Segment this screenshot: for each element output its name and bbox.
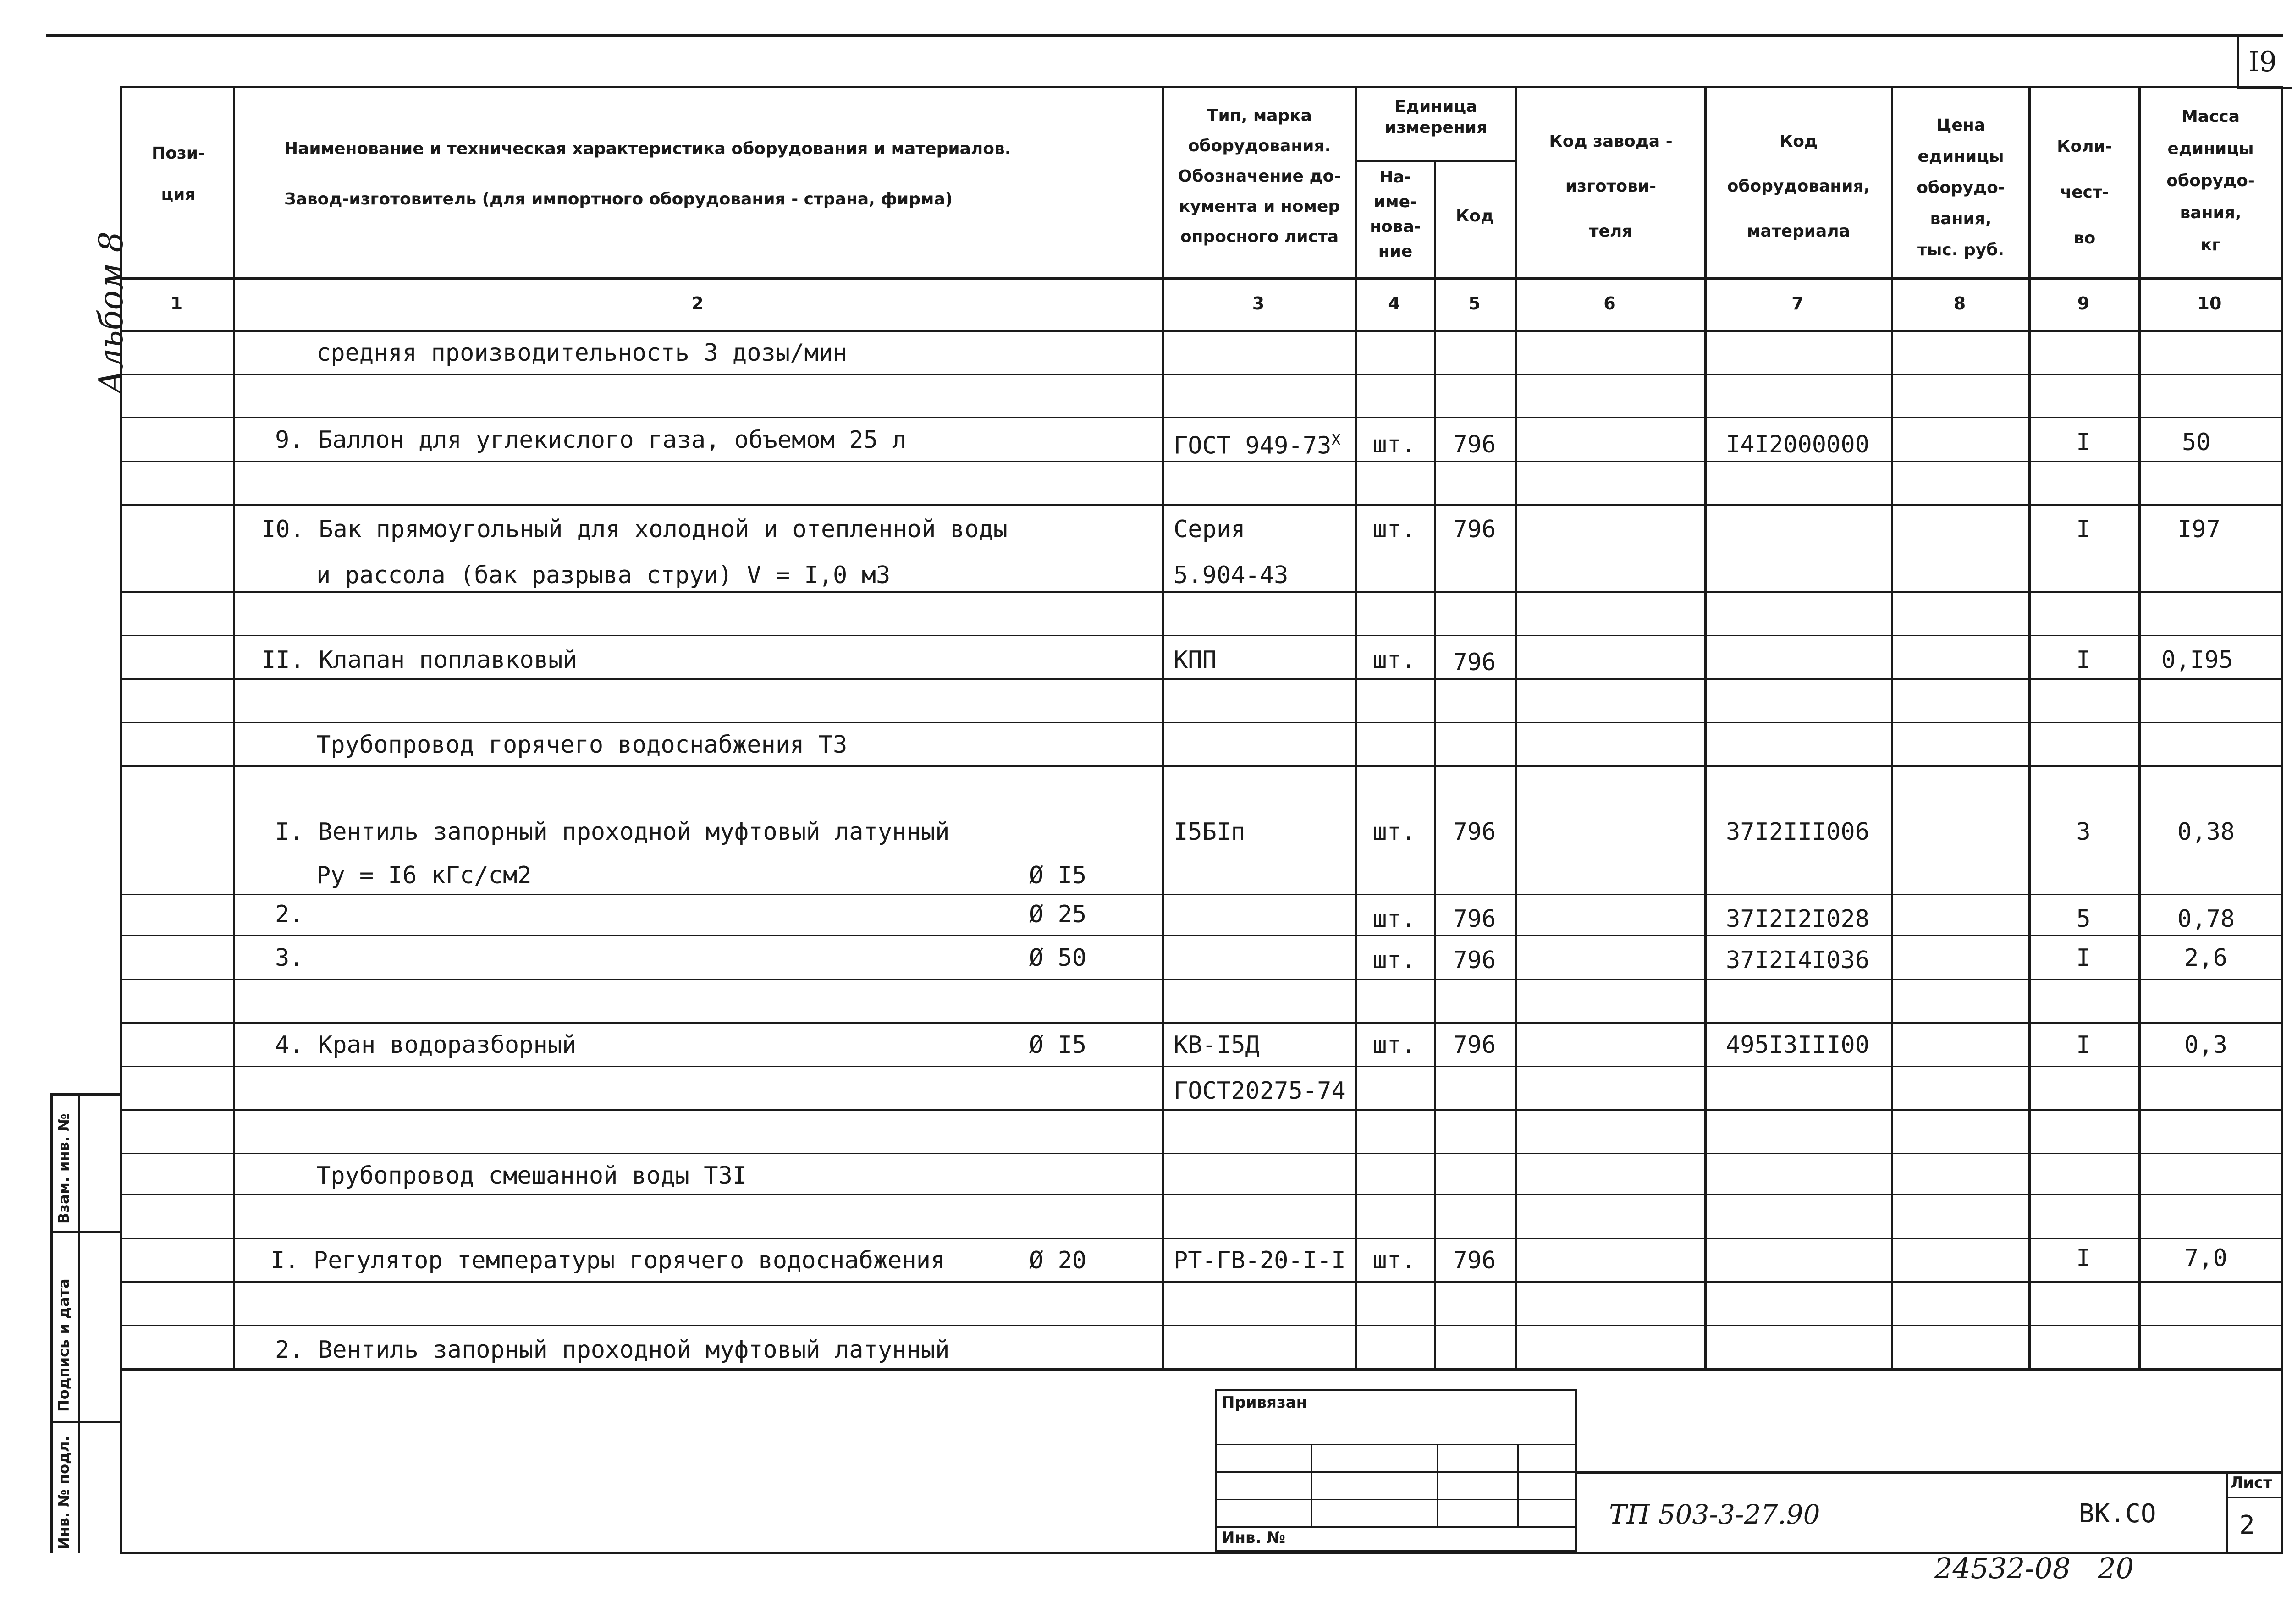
row-type: КПП bbox=[1174, 646, 1217, 674]
list-number: 2 bbox=[2239, 1510, 2255, 1540]
row-type: I5БIп bbox=[1174, 818, 1245, 846]
row-qty: 5 bbox=[2076, 905, 2091, 933]
row-line bbox=[120, 765, 2283, 767]
colnum-4: 4 bbox=[1388, 293, 1400, 314]
project-code: ТП 503-3-27.90 bbox=[1609, 1499, 1820, 1530]
side-stamp-vzam: Взам. инв. № bbox=[55, 1113, 72, 1224]
header-unit-group: Единица измерения bbox=[1384, 97, 1488, 137]
row-qty: I bbox=[2076, 516, 2091, 543]
row-text: и рассола (бак разрыва струи) V = I,0 м3 bbox=[316, 562, 891, 589]
header-mass: Масса единицы оборудо- вания, кг bbox=[2166, 107, 2255, 254]
row-code: 796 bbox=[1453, 818, 1496, 846]
row-diameter: Ø I5 bbox=[1029, 862, 1087, 889]
colnum-9: 9 bbox=[2077, 293, 2090, 314]
row-eqcode: 37I2III006 bbox=[1725, 818, 1870, 846]
row-eqcode: 37I2I4I036 bbox=[1725, 947, 1870, 974]
row-code: 796 bbox=[1453, 431, 1496, 458]
row-unit: шт. bbox=[1372, 818, 1416, 846]
col-sep-1 bbox=[233, 86, 235, 1370]
stamp-top bbox=[1577, 1471, 2283, 1474]
row-text: I. Вентиль запорный проходной муфтовый латунный bbox=[275, 818, 950, 846]
top-border bbox=[46, 34, 2283, 37]
row-type: Серия bbox=[1174, 516, 1245, 543]
row-mass: 50 bbox=[2182, 429, 2211, 456]
row-section: Трубопровод смешанной воды ТЗI bbox=[316, 1162, 747, 1189]
row-text: I0. Бак прямоугольный для холодной и отепленной воды bbox=[261, 516, 1008, 543]
side-stamp-mid bbox=[78, 1093, 80, 1553]
header-unit-code: Код bbox=[1455, 207, 1494, 226]
row-unit: шт. bbox=[1372, 1031, 1416, 1059]
row-code: 796 bbox=[1453, 1031, 1496, 1059]
row-line bbox=[120, 1022, 2283, 1024]
list-box-sep bbox=[2226, 1497, 2283, 1498]
header-price: Цена единицы оборудо- вания, тыс. руб. bbox=[1917, 116, 2005, 259]
row-diameter: Ø 25 bbox=[1029, 901, 1087, 928]
row-mass: 0,3 bbox=[2184, 1031, 2227, 1059]
privyazan-line bbox=[1215, 1471, 1577, 1473]
row-line bbox=[120, 678, 2283, 680]
row-qty: I bbox=[2076, 646, 2091, 674]
header-equipment-code: Код оборудования, материала bbox=[1727, 132, 1870, 241]
row-qty: 3 bbox=[2076, 818, 2091, 846]
row-unit: шт. bbox=[1372, 431, 1416, 458]
row-unit: шт. bbox=[1372, 947, 1416, 974]
row-line bbox=[120, 504, 2283, 506]
privyazan-label: Привязан bbox=[1222, 1393, 1307, 1412]
side-stamp-left bbox=[50, 1093, 53, 1553]
row-text: 4. Кран водоразборный bbox=[275, 1031, 577, 1059]
frame-top bbox=[120, 86, 2283, 88]
row-diameter: Ø I5 bbox=[1029, 1031, 1087, 1059]
data-thick-frame bbox=[1434, 330, 2141, 1370]
row-mass: 0,I95 bbox=[2161, 646, 2233, 674]
row-text: I. Регулятор температуры горячего водоснабжения bbox=[270, 1247, 945, 1274]
row-section: Трубопровод горячего водоснабжения ТЗ bbox=[316, 731, 848, 759]
side-stamp-sep2 bbox=[50, 1421, 120, 1423]
row-qty: I bbox=[2076, 944, 2091, 972]
row-mass: 2,6 bbox=[2184, 944, 2227, 972]
row-unit: шт. bbox=[1372, 646, 1416, 674]
row-type: ГОСТ20275-74 bbox=[1174, 1077, 1346, 1105]
colnum-3: 3 bbox=[1252, 293, 1265, 314]
col-sep-3 bbox=[1355, 86, 1357, 1370]
row-line bbox=[120, 979, 2283, 980]
bottom-note: 24532-08 20 bbox=[1934, 1552, 2134, 1585]
header-position: Пози- ция bbox=[152, 144, 205, 204]
album-note: Альбом 8 bbox=[92, 231, 130, 394]
row-line bbox=[120, 591, 2283, 593]
doc-code: ВК.СО bbox=[2079, 1499, 2156, 1529]
row-diameter: Ø 50 bbox=[1029, 944, 1087, 972]
colnum-1: 1 bbox=[170, 293, 183, 314]
row-mass: I97 bbox=[2177, 516, 2220, 543]
row-type: 5.904-43 bbox=[1174, 562, 1289, 589]
row-mass: 7,0 bbox=[2184, 1244, 2227, 1272]
colnum-8: 8 bbox=[1953, 293, 1966, 314]
privyazan-line bbox=[1215, 1526, 1577, 1528]
side-stamp-top bbox=[50, 1093, 120, 1096]
row-eqcode: I4I2000000 bbox=[1725, 431, 1870, 458]
row-unit: шт. bbox=[1372, 516, 1416, 543]
row-code: 796 bbox=[1453, 1247, 1496, 1274]
row-line bbox=[120, 722, 2283, 723]
header-unit-name: На- име- нова- ние bbox=[1370, 168, 1421, 261]
side-stamp-inv-podl: Инв. № подл. bbox=[55, 1436, 72, 1549]
colnum-7: 7 bbox=[1791, 293, 1804, 314]
colnum-5: 5 bbox=[1468, 293, 1481, 314]
row-line bbox=[120, 1066, 2283, 1067]
privyazan-line bbox=[1215, 1444, 1577, 1445]
row-mass: 0,38 bbox=[2177, 818, 2235, 846]
row-line bbox=[120, 461, 2283, 462]
row-text: 9. Баллон для углекислого газа, объемом 25 л bbox=[275, 426, 907, 454]
row-line bbox=[120, 374, 2283, 375]
row-text: Ру = I6 кГс/см2 bbox=[316, 862, 532, 889]
row-code: 796 bbox=[1453, 905, 1496, 933]
row-line bbox=[120, 894, 2283, 895]
row-line bbox=[120, 1194, 2283, 1195]
privyazan-line bbox=[1215, 1499, 1577, 1500]
row-code: 796 bbox=[1453, 649, 1496, 676]
list-box-left bbox=[2226, 1471, 2228, 1553]
row-line bbox=[120, 1238, 2283, 1239]
row-mass: 0,78 bbox=[2177, 905, 2235, 933]
col-sep-2 bbox=[1162, 86, 1164, 1370]
privyazan-vline bbox=[1437, 1444, 1438, 1526]
row-type: КВ-I5Д bbox=[1174, 1031, 1260, 1059]
row-line bbox=[120, 1325, 2283, 1326]
row-line bbox=[120, 635, 2283, 636]
list-label: Лист bbox=[2230, 1474, 2272, 1492]
row-text: средняя производительность 3 дозы/мин bbox=[316, 339, 848, 367]
row-text: 2. Вентиль запорный проходной муфтовый латунный bbox=[275, 1336, 950, 1364]
header-type: Тип, марка оборудования. Обозначение до- кумента и номер опросного листа bbox=[1178, 106, 1341, 246]
row-unit: шт. bbox=[1372, 905, 1416, 933]
header-bottom-line bbox=[120, 277, 2283, 280]
row-text: II. Клапан поплавковый bbox=[261, 646, 577, 674]
privyazan-vline bbox=[1517, 1444, 1519, 1526]
privyazan-vline bbox=[1311, 1444, 1312, 1526]
row-eqcode: 37I2I2I028 bbox=[1725, 905, 1870, 933]
row-diameter: Ø 20 bbox=[1029, 1247, 1087, 1274]
page-number-box-left bbox=[2237, 34, 2239, 88]
row-unit: шт. bbox=[1372, 1247, 1416, 1274]
row-line bbox=[120, 935, 2283, 936]
row-type: РТ-ГВ-20-I-I bbox=[1174, 1247, 1346, 1274]
row-code: 796 bbox=[1453, 516, 1496, 543]
unit-group-line bbox=[1355, 160, 1515, 162]
row-line bbox=[120, 1153, 2283, 1154]
page-number: I9 bbox=[2248, 46, 2277, 78]
row-qty: I bbox=[2076, 429, 2091, 456]
row-line bbox=[120, 1281, 2283, 1283]
row-text: 3. bbox=[275, 944, 304, 972]
header-factory-code: Код завода - изготови- теля bbox=[1549, 132, 1673, 241]
row-code: 796 bbox=[1453, 947, 1496, 974]
side-stamp-sep1 bbox=[50, 1231, 120, 1233]
colnum-2: 2 bbox=[691, 293, 704, 314]
header-quantity: Коли- чест- во bbox=[2057, 137, 2112, 248]
side-stamp-podpis: Подпись и дата bbox=[55, 1278, 72, 1412]
row-line bbox=[120, 1109, 2283, 1111]
frame-right bbox=[2281, 86, 2283, 1553]
inv-label: Инв. № bbox=[1222, 1529, 1286, 1547]
row-line bbox=[120, 417, 2283, 418]
row-qty: I bbox=[2076, 1031, 2091, 1059]
row-eqcode: 495I3III00 bbox=[1725, 1031, 1870, 1059]
row-text: 2. bbox=[275, 901, 304, 928]
colnum-10: 10 bbox=[2197, 293, 2222, 314]
header-name: Наименование и техническая характеристика оборудования и материалов. Завод-изготовитель (для импортного оборудования - страна, фирма) bbox=[284, 139, 1011, 209]
row-type: ГОСТ $949-73^X$ bbox=[1174, 431, 1341, 460]
row-qty: I bbox=[2076, 1244, 2091, 1272]
colnum-6: 6 bbox=[1603, 293, 1616, 314]
